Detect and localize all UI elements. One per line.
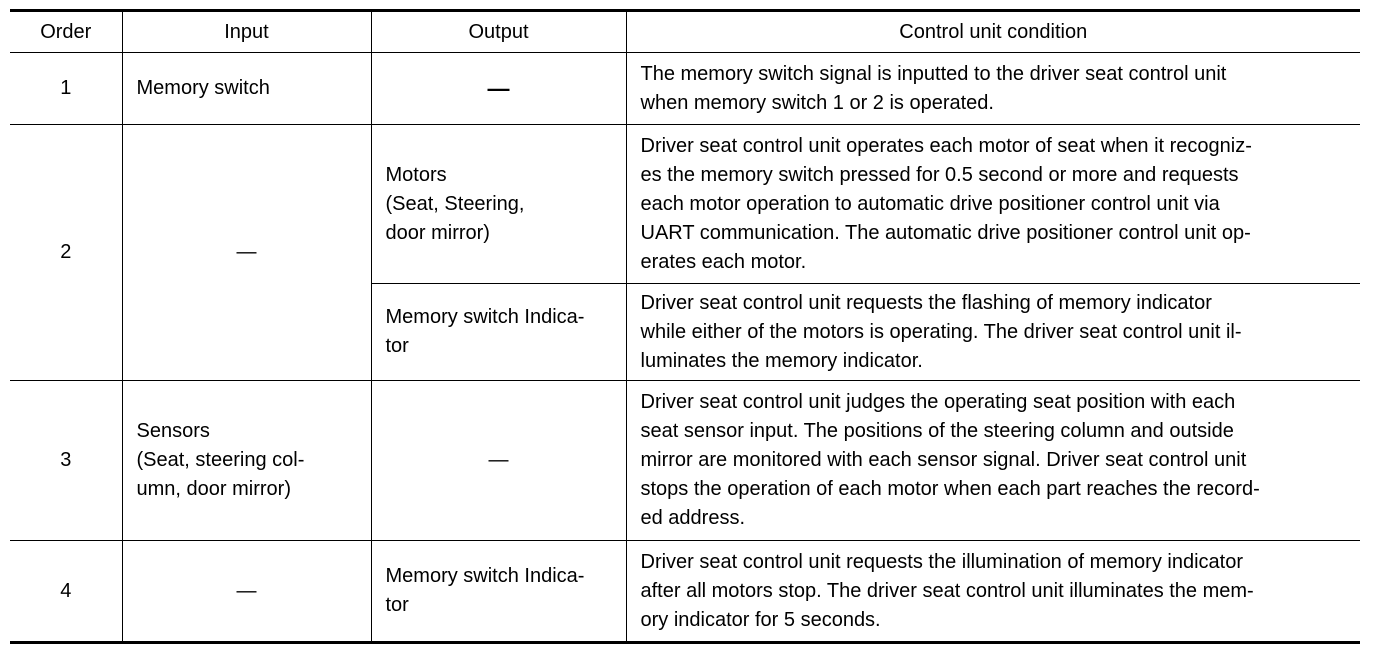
header-input: Input: [122, 11, 371, 53]
cell-output: Memory switch Indica- tor: [371, 284, 626, 381]
cell-input: Sensors (Seat, steering col- umn, door mirror): [122, 381, 371, 541]
cell-input: —: [122, 125, 371, 381]
header-order: Order: [10, 11, 122, 53]
cell-order: 2: [10, 125, 122, 381]
cell-condition: Driver seat control unit requests the flashing of memory indicator while either of the motors is operating. The driver seat control unit il- luminates the memory indicator.: [626, 284, 1360, 381]
table-row: [10, 381, 1360, 541]
cell-input: —: [122, 541, 371, 643]
cell-condition: Driver seat control unit judges the operating seat position with each seat sensor input. The positions of the steering column and outside mirror are monitored with each sensor signal. Driver seat control unit stops the operation of each motor when each part reaches the record- ed address.: [626, 381, 1360, 541]
header-output: Output: [371, 11, 626, 53]
cell-output: —: [371, 381, 626, 541]
header-condition: Control unit condition: [626, 11, 1360, 53]
table-row: [10, 125, 1360, 284]
control-sequence-table: [10, 9, 1360, 644]
cell-input: Memory switch: [122, 53, 371, 125]
cell-condition: Driver seat control unit operates each motor of seat when it recogniz- es the memory switch pressed for 0.5 second or more and requests each motor operation to automatic drive positioner control unit via UART communication. The automatic drive positioner control unit op- erates each motor.: [626, 125, 1360, 284]
table-row: [10, 541, 1360, 643]
table-header: [10, 11, 1360, 53]
table-row: [10, 53, 1360, 125]
cell-output: —: [371, 53, 626, 125]
cell-order: 1: [10, 53, 122, 125]
table-body: [10, 53, 1360, 643]
cell-order: 3: [10, 381, 122, 541]
cell-condition: Driver seat control unit requests the illumination of memory indicator after all motors stop. The driver seat control unit illuminates the mem- ory indicator for 5 seconds.: [626, 541, 1360, 643]
cell-order: 4: [10, 541, 122, 643]
cell-output: Memory switch Indica- tor: [371, 541, 626, 643]
cell-output: Motors (Seat, Steering, door mirror): [371, 125, 626, 284]
cell-condition: The memory switch signal is inputted to the driver seat control unit when memory switch 1 or 2 is operated.: [626, 53, 1360, 125]
